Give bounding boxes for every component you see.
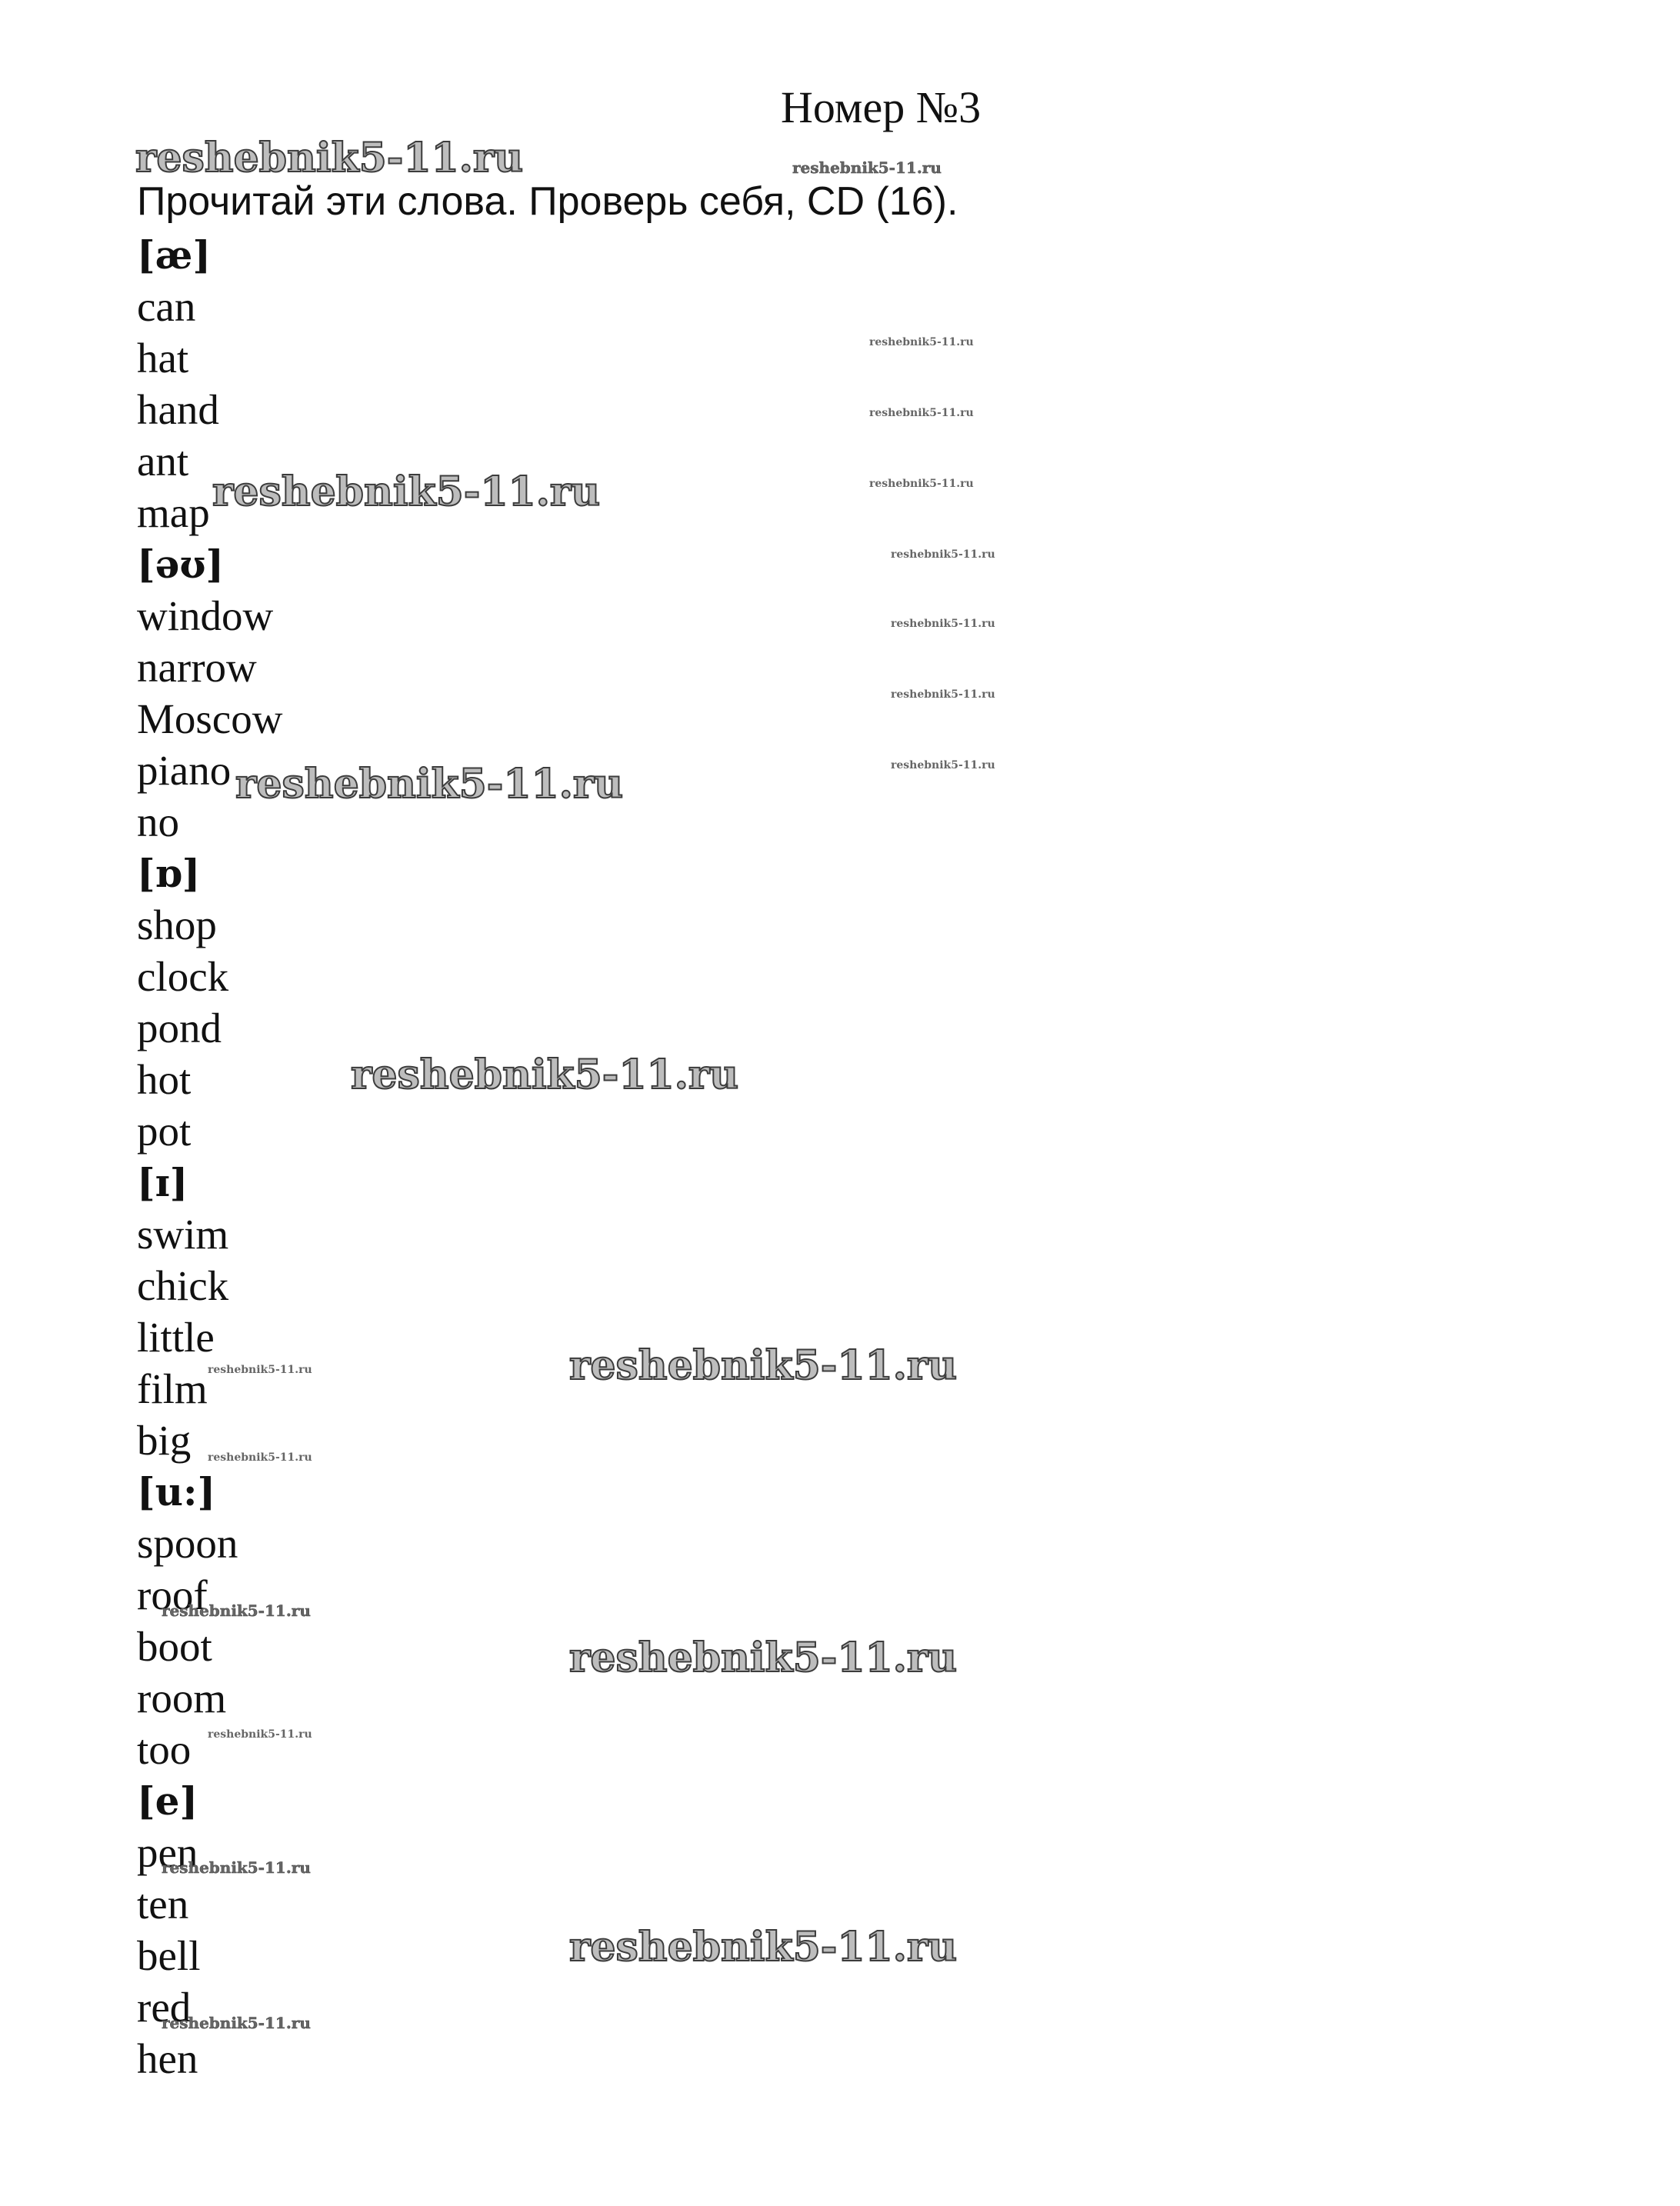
watermark-logo: reshebnik5-11.ru: [235, 761, 624, 808]
sound-heading: [əʊ]: [137, 542, 225, 587]
list-item: swim: [137, 1211, 229, 1258]
list-item: too: [137, 1726, 192, 1773]
list-item: chick: [137, 1262, 229, 1309]
list-item: no: [137, 798, 179, 845]
list-item: can: [137, 283, 196, 330]
list-item: map: [137, 489, 210, 536]
watermark-logo: reshebnik5-11.ru: [162, 1601, 311, 1620]
list-item: window: [137, 592, 274, 639]
list-item: Moscow: [137, 695, 283, 742]
list-item: hat: [137, 335, 189, 382]
list-item: ten: [137, 1881, 189, 1928]
list-item: pen: [137, 1829, 198, 1876]
list-item: ant: [137, 438, 189, 485]
list-item: shop: [137, 901, 217, 948]
watermark-logo: reshebnik5-11.ru: [162, 2014, 311, 2032]
list-item: hand: [137, 386, 219, 433]
list-item: bell: [137, 1932, 201, 1979]
list-item: clock: [137, 953, 229, 1000]
sound-heading: [ɒ]: [137, 851, 201, 896]
watermark-logo: reshebnik5-11.ru: [208, 1364, 312, 1376]
watermark-logo: reshebnik5-11.ru: [792, 158, 942, 177]
list-item: big: [137, 1417, 192, 1464]
sound-heading: [æ]: [137, 232, 212, 278]
watermark-logo: reshebnik5-11.ru: [869, 478, 974, 490]
watermark-logo: reshebnik5-11.ru: [162, 1858, 311, 1877]
watermark-logo: reshebnik5-11.ru: [891, 759, 995, 771]
watermark-logo: reshebnik5-11.ru: [208, 1451, 312, 1464]
watermark-logo: reshebnik5-11.ru: [891, 548, 995, 561]
watermark-logo: reshebnik5-11.ru: [569, 1924, 958, 1971]
watermark-logo: reshebnik5-11.ru: [208, 1728, 312, 1741]
list-item: piano: [137, 747, 232, 794]
watermark-logo: reshebnik5-11.ru: [135, 135, 524, 182]
watermark-logo: reshebnik5-11.ru: [869, 336, 974, 348]
watermark-logo: reshebnik5-11.ru: [869, 407, 974, 419]
list-item: little: [137, 1314, 215, 1361]
list-item: pot: [137, 1108, 192, 1155]
list-item: boot: [137, 1623, 212, 1670]
list-item: red: [137, 1984, 192, 2031]
page-number: Номер №3: [781, 82, 982, 132]
watermark-logo: reshebnik5-11.ru: [212, 468, 601, 515]
task-instruction: Прочитай эти слова. Проверь себя, CD (16).: [137, 179, 958, 224]
list-item: pond: [137, 1005, 222, 1051]
watermark-logo: reshebnik5-11.ru: [891, 688, 995, 701]
list-item: hen: [137, 2035, 198, 2082]
watermark-logo: reshebnik5-11.ru: [569, 1342, 958, 1389]
list-item: roof: [137, 1571, 208, 1618]
sound-heading: [ɪ]: [137, 1160, 188, 1205]
list-item: hot: [137, 1056, 192, 1103]
list-item: room: [137, 1674, 227, 1721]
sound-heading: [e]: [137, 1778, 198, 1824]
watermark-logo: reshebnik5-11.ru: [891, 618, 995, 630]
watermark-logo: reshebnik5-11.ru: [351, 1051, 739, 1098]
list-item: narrow: [137, 644, 257, 691]
sound-heading: [u:]: [137, 1469, 216, 1515]
list-item: spoon: [137, 1520, 238, 1567]
watermark-logo: reshebnik5-11.ru: [569, 1635, 958, 1681]
list-item: film: [137, 1365, 208, 1412]
